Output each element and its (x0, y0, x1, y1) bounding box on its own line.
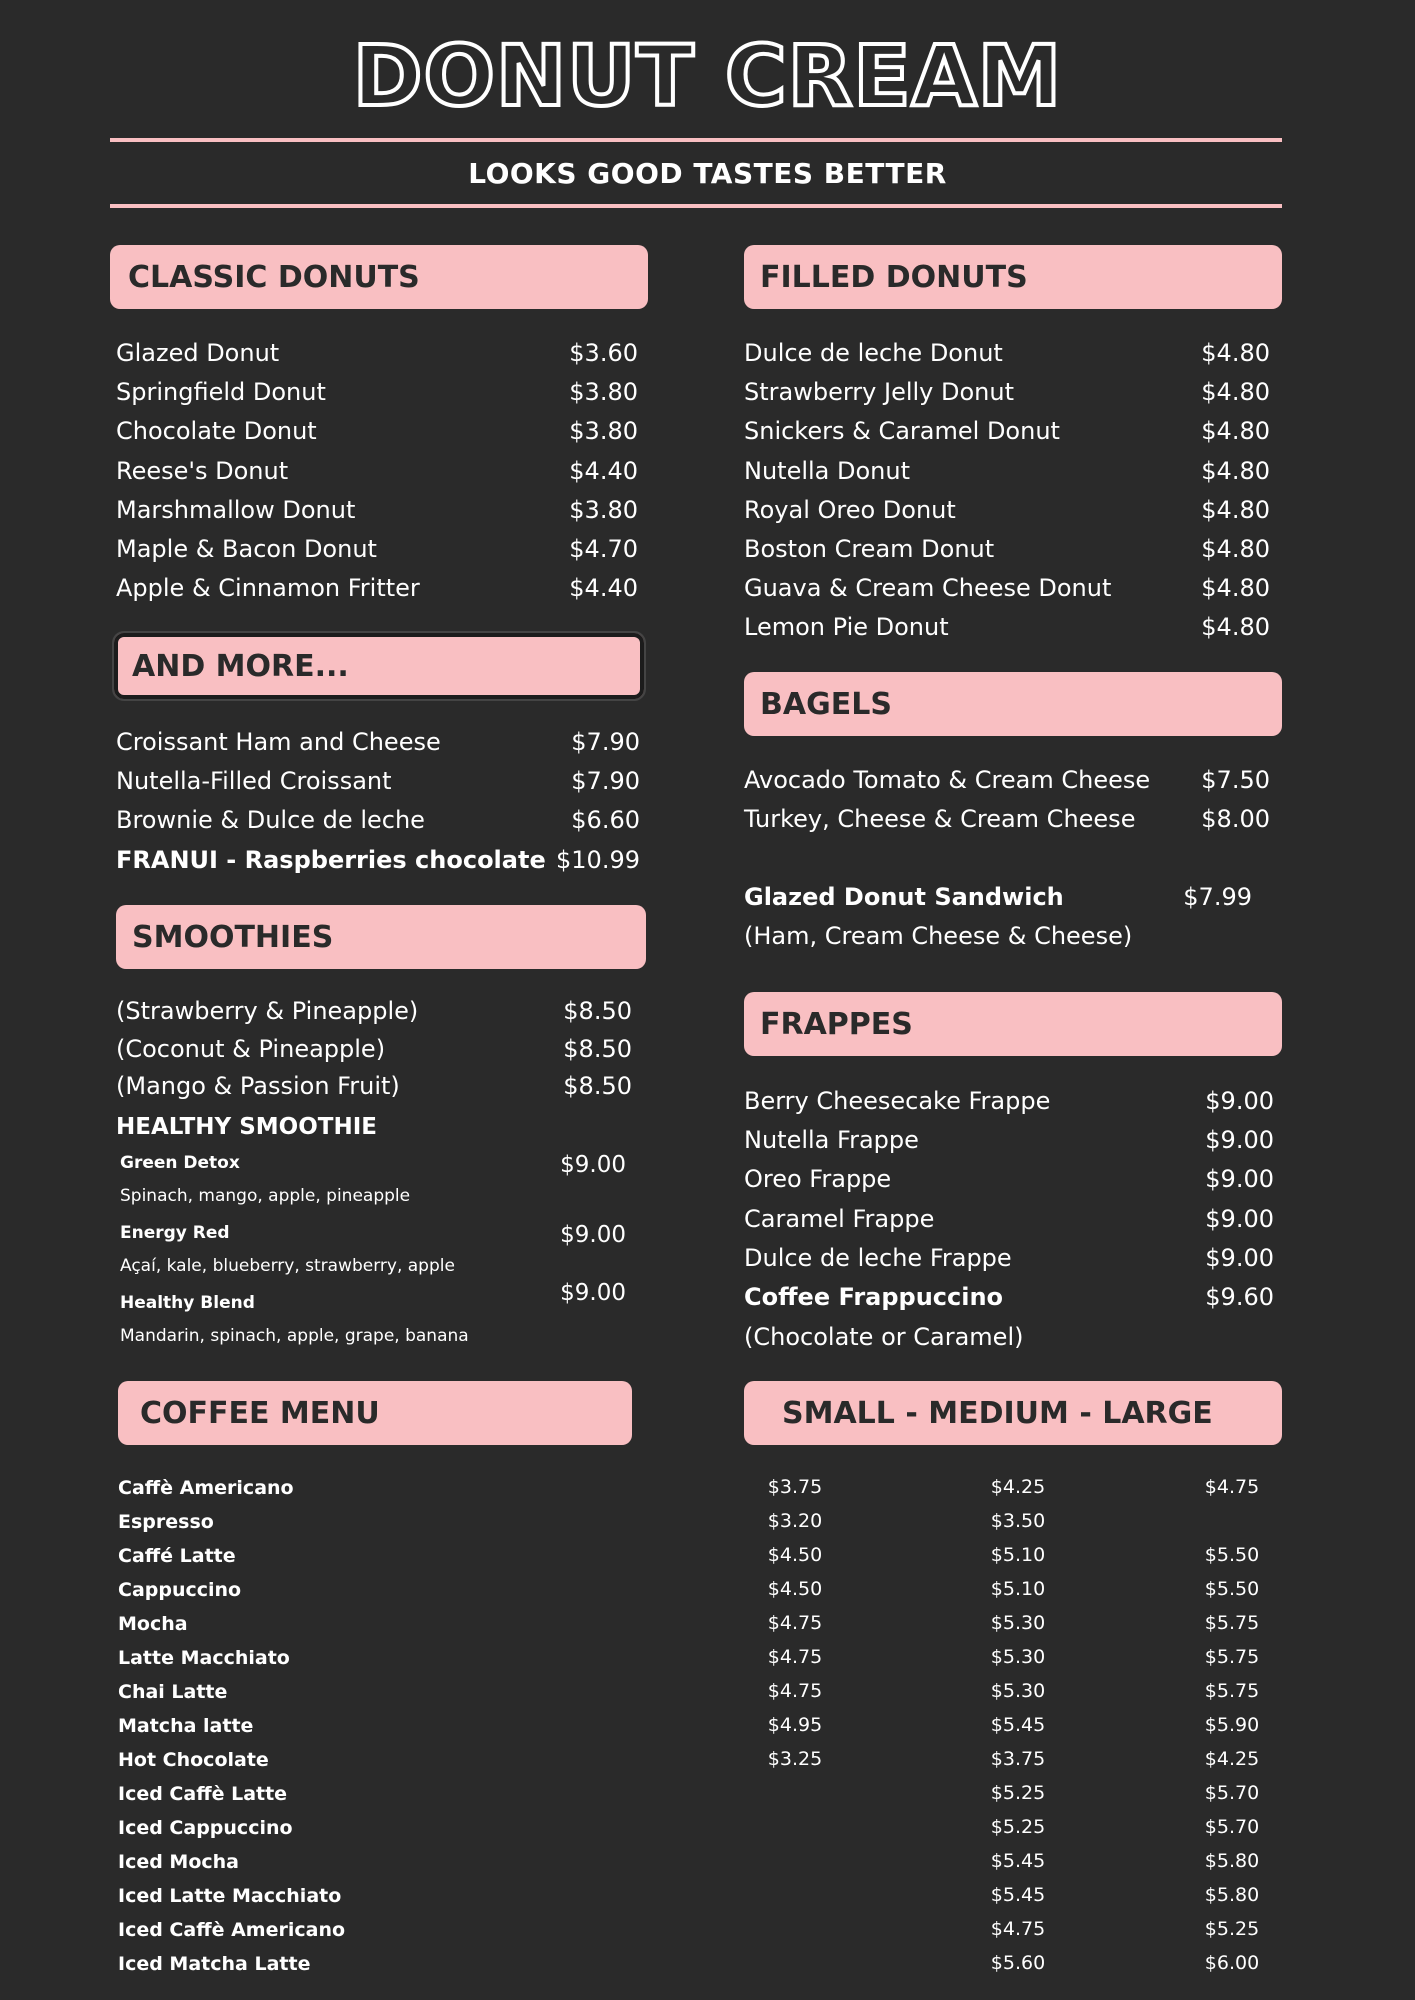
menu-item-price: $8.50 (563, 1072, 632, 1100)
coffee-item-name: Iced Matcha Latte (118, 1953, 311, 1975)
menu-item-price: $7.90 (571, 767, 640, 796)
coffee-item-name: Chai Latte (118, 1681, 228, 1703)
classic-donuts-list (116, 334, 638, 608)
menu-item-name: Croissant Ham and Cheese (116, 728, 441, 756)
menu-item-price: $4.40 (569, 456, 638, 485)
menu-item-price: $9.00 (1205, 1204, 1274, 1233)
coffee-small-price (745, 1810, 845, 1844)
menu-item-name: Apple & Cinnamon Fritter (116, 574, 420, 603)
menu-item-name: Brownie & Dulce de leche (116, 806, 425, 835)
menu-item-row (744, 1239, 1274, 1278)
frappe-note: (Chocolate or Caramel) (744, 1323, 1024, 1351)
healthy-smoothie-list (120, 1148, 626, 1358)
donut-sandwich (744, 878, 1270, 956)
healthy-smoothie-price: $9.00 (560, 1222, 626, 1248)
menu-item-name: Glazed Donut (116, 339, 280, 367)
coffee-medium-price: $5.30 (990, 1680, 1046, 1702)
coffee-medium-column (968, 1470, 1068, 1980)
menu-item-name: Reese's Donut (116, 456, 289, 485)
menu-item-name: (Mango & Passion Fruit) (116, 1072, 400, 1100)
coffee-large-price: $5.25 (1204, 1918, 1260, 1940)
coffee-medium-price: $5.45 (990, 1850, 1046, 1872)
coffee-item-name: Iced Cappuccino (118, 1817, 293, 1839)
menu-item-name: (Coconut & Pineapple) (116, 1034, 386, 1063)
menu-item-name: Avocado Tomato & Cream Cheese (744, 766, 1151, 794)
menu-item-price: $4.80 (1201, 417, 1270, 446)
coffee-small-price: $4.50 (767, 1544, 823, 1566)
tagline: LOOKS GOOD TASTES BETTER (468, 157, 947, 190)
coffee-small-price: $4.75 (767, 1646, 823, 1668)
menu-item-price: $4.80 (1201, 495, 1270, 524)
menu-item-price: $8.50 (563, 1034, 632, 1063)
coffee-large-column (1182, 1470, 1282, 1980)
menu-item-price: $10.99 (556, 845, 640, 874)
coffee-medium-price: $4.75 (990, 1918, 1046, 1940)
coffee-item-name: Iced Caffè Latte (118, 1783, 288, 1805)
menu-item-name: Strawberry Jelly Donut (744, 378, 1014, 407)
coffee-medium-price: $5.60 (990, 1952, 1046, 1974)
coffee-medium-price: $3.50 (990, 1510, 1046, 1532)
menu-item-name: Guava & Cream Cheese Donut (744, 574, 1112, 603)
menu-item-row (744, 491, 1270, 530)
coffee-item-name: Latte Macchiato (118, 1647, 290, 1669)
menu-item-name: FRANUI - Raspberries chocolate (116, 845, 546, 874)
menu-item-row (744, 608, 1270, 647)
coffee-small-price: $4.50 (767, 1578, 823, 1600)
frappes-header: FRAPPES (744, 992, 1282, 1056)
healthy-smoothie-price: $9.00 (560, 1152, 626, 1178)
menu-item-row (116, 801, 640, 840)
menu-item-row (116, 1068, 632, 1106)
menu-item-price: $9.00 (1205, 1165, 1274, 1194)
menu-item-price: $6.60 (571, 806, 640, 835)
healthy-smoothie-description: Mandarin, spinach, apple, grape, banana (120, 1326, 469, 1346)
coffee-item-name: Iced Latte Macchiato (118, 1885, 342, 1907)
menu-item-name: Caramel Frappe (744, 1204, 935, 1233)
menu-item-row (116, 993, 632, 1031)
menu-item-price: $3.60 (569, 339, 638, 367)
menu-item-row (744, 569, 1270, 608)
coffee-large-price: $4.25 (1204, 1748, 1260, 1770)
menu-item-row (744, 334, 1270, 373)
coffee-small-column (745, 1470, 845, 1980)
menu-item-price: $9.00 (1205, 1126, 1274, 1155)
coffee-large-price: $6.00 (1204, 1952, 1260, 1974)
menu-item-name: Nutella Frappe (744, 1126, 919, 1155)
sandwich-price: $7.99 (1183, 883, 1252, 911)
coffee-small-price (745, 1912, 845, 1946)
menu-item-row (744, 1200, 1274, 1239)
coffee-small-price: $4.75 (767, 1612, 823, 1634)
menu-item-name: (Strawberry & Pineapple) (116, 997, 419, 1025)
coffee-large-price: $5.50 (1204, 1578, 1260, 1600)
top-divider (110, 138, 1282, 142)
coffee-large-price: $5.70 (1204, 1816, 1260, 1838)
coffee-small-price: $3.75 (767, 1476, 823, 1498)
coffee-small-price (745, 1776, 845, 1810)
menu-item-price: $4.40 (569, 574, 638, 603)
menu-item-price: $4.80 (1201, 456, 1270, 485)
bagels-header: BAGELS (744, 672, 1282, 736)
coffee-small-price (745, 1844, 845, 1878)
coffee-names-column (118, 1471, 518, 1981)
menu-item-row (116, 412, 638, 451)
coffee-small-price (745, 1946, 845, 1980)
coffee-item-name: Iced Caffè Americano (118, 1919, 346, 1941)
coffee-medium-price: $5.45 (990, 1884, 1046, 1906)
sandwich-description: (Ham, Cream Cheese & Cheese) (744, 922, 1133, 951)
healthy-smoothie-price: $9.00 (560, 1280, 626, 1306)
healthy-smoothie-description: Açaí, kale, blueberry, strawberry, apple (120, 1256, 455, 1276)
coffee-large-price: $4.75 (1204, 1476, 1260, 1498)
menu-item-row (744, 1160, 1274, 1199)
coffee-item-name: Matcha latte (118, 1715, 254, 1737)
menu-item-row (116, 1031, 632, 1069)
coffee-small-price: $3.20 (767, 1510, 823, 1532)
menu-item-name: Springfield Donut (116, 378, 326, 407)
menu-item-name: Chocolate Donut (116, 417, 317, 446)
coffee-large-price: $5.90 (1204, 1714, 1260, 1736)
menu-item-row (116, 530, 638, 569)
filled-donuts-header: FILLED DONUTS (744, 245, 1282, 309)
menu-item-price: $8.00 (1201, 805, 1270, 834)
menu-item-price: $4.70 (569, 535, 638, 564)
menu-item-name: Marshmallow Donut (116, 495, 356, 524)
menu-item-name: Nutella Donut (744, 456, 911, 485)
menu-item-row (116, 569, 638, 608)
coffee-small-price (745, 1878, 845, 1912)
menu-item-row (116, 452, 638, 491)
coffee-medium-price: $3.75 (990, 1748, 1046, 1770)
menu-item-row (744, 761, 1270, 800)
coffee-item-name: Iced Mocha (118, 1851, 240, 1873)
menu-item-price: $8.50 (563, 997, 632, 1025)
frappes-list (744, 1082, 1274, 1317)
menu-item-row (744, 530, 1270, 569)
coffee-medium-price: $5.25 (990, 1782, 1046, 1804)
coffee-medium-price: $5.10 (990, 1544, 1046, 1566)
coffee-medium-price: $5.30 (990, 1646, 1046, 1668)
menu-item-row (744, 452, 1270, 491)
menu-item-price: $4.80 (1201, 339, 1270, 367)
coffee-small-price: $4.75 (767, 1680, 823, 1702)
menu-item-row (744, 1278, 1274, 1317)
healthy-smoothie-name: Green Detox (120, 1153, 240, 1173)
coffee-medium-price: $5.30 (990, 1612, 1046, 1634)
sizes-header: SMALL - MEDIUM - LARGE (744, 1381, 1282, 1445)
menu-item-row (744, 412, 1270, 451)
menu-item-price: $9.00 (1205, 1087, 1274, 1115)
menu-item-price: $9.60 (1205, 1283, 1274, 1312)
menu-item-price: $7.90 (571, 728, 640, 756)
menu-item-name: Royal Oreo Donut (744, 495, 956, 524)
and-more-list (116, 723, 640, 880)
menu-item-price: $7.50 (1201, 766, 1270, 794)
menu-item-price: $4.80 (1201, 535, 1270, 564)
coffee-medium-price: $5.25 (990, 1816, 1046, 1838)
smoothies-header: SMOOTHIES (116, 905, 646, 969)
filled-donuts-list (744, 334, 1270, 648)
healthy-smoothie-name: Healthy Blend (120, 1293, 255, 1313)
bottom-divider (110, 204, 1282, 208)
menu-item-price: $4.80 (1201, 574, 1270, 603)
coffee-large-price: $5.75 (1204, 1680, 1260, 1702)
coffee-large-price: $5.80 (1204, 1884, 1260, 1906)
coffee-large-price: $5.70 (1204, 1782, 1260, 1804)
menu-item-name: Boston Cream Donut (744, 535, 995, 564)
bagels-list (744, 761, 1270, 839)
coffee-item-name: Caffè Americano (118, 1477, 294, 1499)
coffee-medium-price: $4.25 (990, 1476, 1046, 1498)
menu-item-row (116, 762, 640, 801)
menu-item-name: Snickers & Caramel Donut (744, 417, 1060, 446)
menu-item-name: Coffee Frappuccino (744, 1283, 1004, 1312)
coffee-item-name: Caffé Latte (118, 1545, 236, 1567)
coffee-large-price: $5.75 (1204, 1646, 1260, 1668)
classic-donuts-header: CLASSIC DONUTS (110, 245, 648, 309)
healthy-smoothie-description: Spinach, mango, apple, pineapple (120, 1186, 411, 1206)
menu-item-price: $3.80 (569, 417, 638, 446)
healthy-smoothie-title: HEALTHY SMOOTHIE (116, 1114, 377, 1140)
menu-item-name: Nutella-Filled Croissant (116, 767, 392, 796)
menu-item-row (116, 334, 638, 373)
coffee-large-price: $5.75 (1204, 1612, 1260, 1634)
coffee-item-name: Hot Chocolate (118, 1749, 269, 1771)
menu-item-row (116, 491, 638, 530)
healthy-smoothie-name: Energy Red (120, 1223, 230, 1243)
menu-item-row (116, 841, 640, 880)
menu-item-price: $3.80 (569, 378, 638, 407)
menu-item-row (116, 723, 640, 762)
menu-item-name: Dulce de leche Donut (744, 339, 1003, 367)
menu-item-name: Oreo Frappe (744, 1165, 892, 1194)
menu-item-name: Lemon Pie Donut (744, 613, 949, 642)
healthy-smoothie-item (120, 1280, 626, 1358)
menu-item-row (744, 373, 1270, 412)
coffee-item-name: Espresso (118, 1511, 214, 1533)
coffee-item-name: Mocha (118, 1613, 188, 1635)
coffee-large-price: $5.50 (1204, 1544, 1260, 1566)
healthy-smoothie-item (120, 1218, 626, 1288)
menu-item-row (744, 800, 1270, 839)
coffee-menu-header: COFFEE MENU (118, 1381, 632, 1445)
menu-item-price: $3.80 (569, 495, 638, 524)
page-title: DONUT CREAM (352, 27, 1063, 125)
coffee-small-price: $3.25 (767, 1748, 823, 1770)
menu-item-name: Berry Cheesecake Frappe (744, 1087, 1051, 1115)
menu-item-price: $4.80 (1201, 378, 1270, 407)
smoothies-list (116, 993, 632, 1106)
coffee-large-price (1182, 1504, 1282, 1538)
menu-item-price: $4.80 (1201, 613, 1270, 642)
menu-item-row (116, 373, 638, 412)
coffee-small-price: $4.95 (767, 1714, 823, 1736)
coffee-large-price: $5.80 (1204, 1850, 1260, 1872)
sandwich-name: Glazed Donut Sandwich (744, 883, 1064, 911)
menu-item-price: $9.00 (1205, 1243, 1274, 1272)
menu-item-name: Maple & Bacon Donut (116, 535, 377, 564)
healthy-smoothie-item (120, 1148, 626, 1218)
and-more-header: AND MORE... (114, 633, 644, 699)
menu-item-row (744, 1082, 1274, 1121)
menu-item-row (744, 1121, 1274, 1160)
menu-item-name: Turkey, Cheese & Cream Cheese (744, 805, 1136, 834)
menu-item-name: Dulce de leche Frappe (744, 1243, 1012, 1272)
coffee-medium-price: $5.10 (990, 1578, 1046, 1600)
coffee-item-name: Cappuccino (118, 1579, 242, 1601)
coffee-medium-price: $5.45 (990, 1714, 1046, 1736)
